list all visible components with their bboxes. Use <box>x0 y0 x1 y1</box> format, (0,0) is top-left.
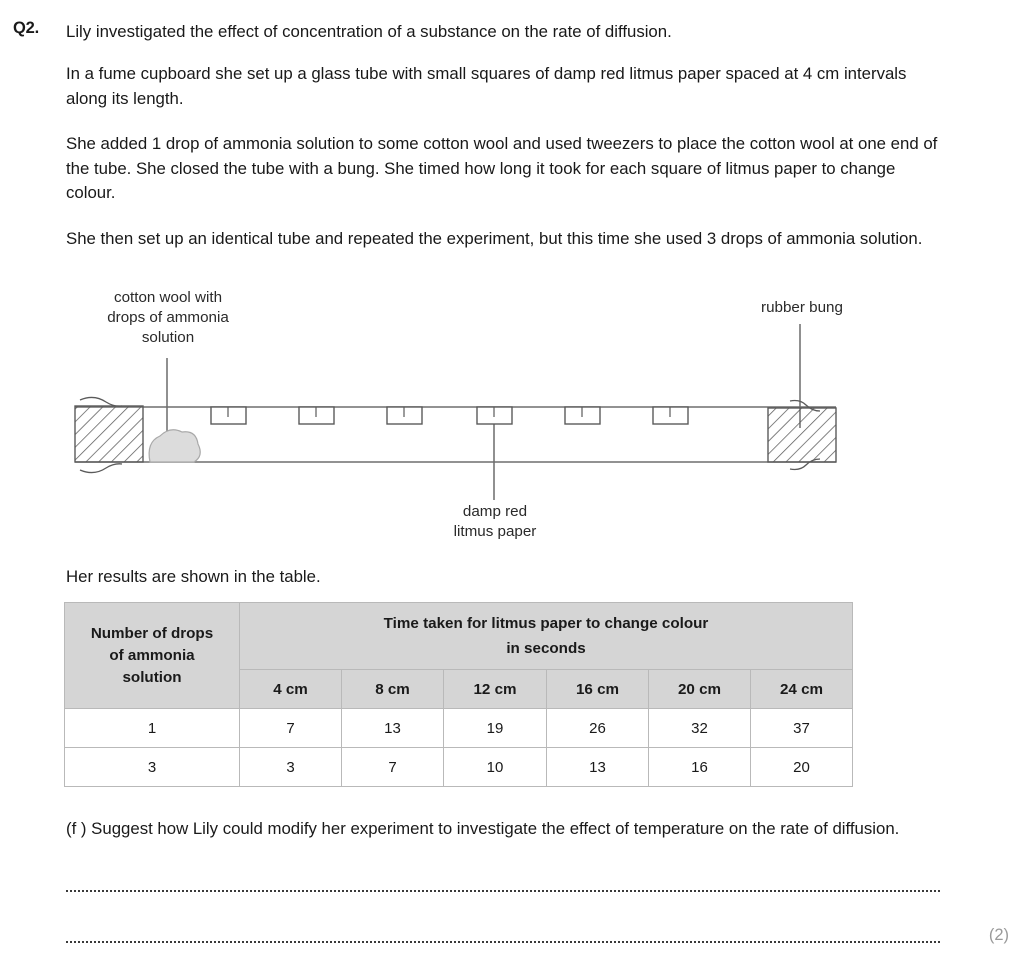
left-bung-bottom-flange <box>80 464 122 473</box>
time-row-1-4cm: 7 <box>240 709 342 748</box>
litmus-paper-label <box>424 502 566 542</box>
answer-line-2[interactable] <box>66 941 940 943</box>
results-intro-text: Her results are shown in the table. <box>66 567 321 586</box>
question-paragraph-3: She added 1 drop of ammonia solution to some cotton wool and used tweezers to place the cotton wool at one end of the tube. She closed the tube with a bung. She timed how long it took for each square of litmus paper to change colour. <box>66 134 938 202</box>
litmus-paper-label-line-2: litmus paper <box>453 523 537 540</box>
distance-header-24cm: 24 cm <box>751 670 853 709</box>
distance-header-8cm: 8 cm <box>342 670 444 709</box>
results-table-body <box>65 709 853 787</box>
apparatus-diagram <box>0 280 1031 555</box>
question-paragraph-4: She then set up an identical tube and repeated the experiment, but this time she used 3 drops of ammonia solution. <box>66 229 923 248</box>
cotton-wool-label-line-1: cotton wool with <box>113 289 223 306</box>
question-number: Q2. <box>13 19 39 37</box>
right-bung <box>768 408 836 462</box>
marks-allocation: (2) <box>988 926 1009 944</box>
time-row-2-16cm: 13 <box>547 748 649 787</box>
rubber-bung-label: rubber bung <box>761 299 843 316</box>
time-row-1-12cm: 19 <box>444 709 547 748</box>
row-header-line-1: Number of drops <box>90 624 214 642</box>
left-bung <box>75 406 143 462</box>
table-row <box>65 748 853 787</box>
drops-value-row-2: 3 <box>65 748 240 787</box>
left-bung-top-flange <box>80 397 122 406</box>
span-header-line-2: in seconds <box>506 640 586 657</box>
time-row-1-24cm: 37 <box>751 709 853 748</box>
cotton-wool-label-line-3: solution <box>141 329 195 346</box>
time-row-1-8cm: 13 <box>342 709 444 748</box>
time-row-1-16cm: 26 <box>547 709 649 748</box>
distance-header-4cm: 4 cm <box>240 670 342 709</box>
litmus-paper-label-line-1: damp red <box>462 503 528 520</box>
cotton-wool-blob <box>149 430 200 462</box>
answer-line-1[interactable] <box>66 890 940 892</box>
time-row-2-12cm: 10 <box>444 748 547 787</box>
litmus-square-group <box>211 407 688 424</box>
results-table-head <box>65 603 853 709</box>
results-table-container <box>64 602 853 787</box>
part-f-question-text: (f ) Suggest how Lily could modify her experiment to investigate the effect of temperature on the rate of diffusion. <box>66 819 900 838</box>
table-header-row-1 <box>65 603 853 670</box>
table-row <box>65 709 853 748</box>
distance-header-12cm: 12 cm <box>444 670 547 709</box>
cotton-wool-label <box>88 288 248 348</box>
question-paragraph-2: In a fume cupboard she set up a glass tube with small squares of damp red litmus paper spaced at 4 cm intervals along its length. <box>66 64 907 108</box>
time-row-2-20cm: 16 <box>649 748 751 787</box>
row-header-cell <box>65 603 240 709</box>
time-row-1-20cm: 32 <box>649 709 751 748</box>
time-row-2-4cm: 3 <box>240 748 342 787</box>
drops-value-row-1: 1 <box>65 709 240 748</box>
distance-header-20cm: 20 cm <box>649 670 751 709</box>
results-table <box>64 602 853 787</box>
distance-header-16cm: 16 cm <box>547 670 649 709</box>
time-row-2-24cm: 20 <box>751 748 853 787</box>
question-paragraph-1: Lily investigated the effect of concentration of a substance on the rate of diffusion. <box>66 22 672 41</box>
span-header-line-1: Time taken for litmus paper to change colour <box>383 615 709 632</box>
cotton-wool-label-line-2: drops of ammonia <box>107 309 229 326</box>
row-header-line-3: solution <box>122 668 182 686</box>
time-row-2-8cm: 7 <box>342 748 444 787</box>
row-header-line-2: of ammonia <box>109 646 195 664</box>
span-header-cell <box>240 603 853 670</box>
